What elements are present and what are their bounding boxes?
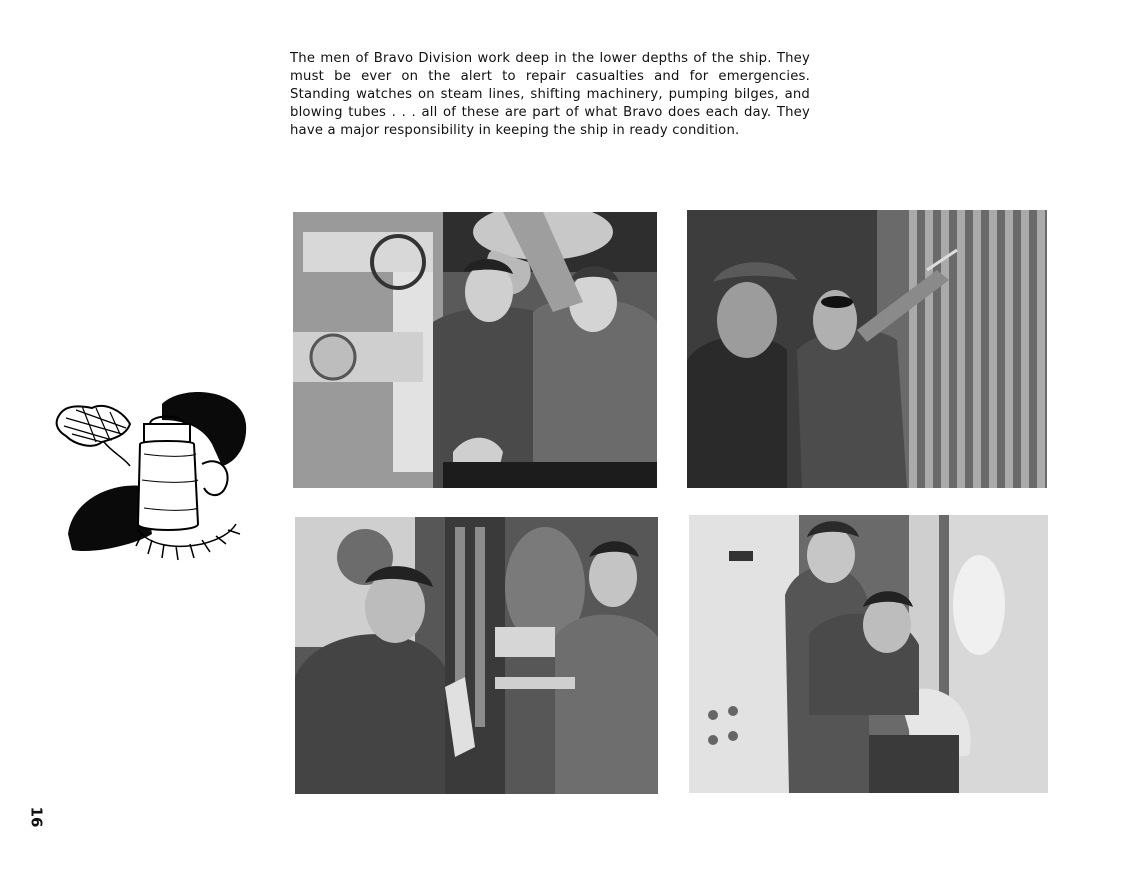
photo-valve-sailors — [293, 212, 657, 488]
cartoon-drawing — [52, 384, 252, 574]
photo-machinery-repair — [295, 517, 658, 794]
ear — [202, 461, 228, 495]
cartoon-sailor-illustration — [52, 384, 252, 574]
photo-blowing-tubes — [687, 210, 1047, 488]
page-number: 16 — [27, 806, 46, 828]
intro-paragraph: The men of Bravo Division work deep in the lower depths of the ship. They must be ever on the alert to repair casualties and for emergencies. Standing watches on steam lines, shifting machinery, pumping bilges, and blowing tubes . . . all of these are part of what Bravo does each day. They have a major responsibility in keeping the ship in ready condition. — [290, 51, 810, 138]
photo-pump-piping — [689, 515, 1048, 793]
